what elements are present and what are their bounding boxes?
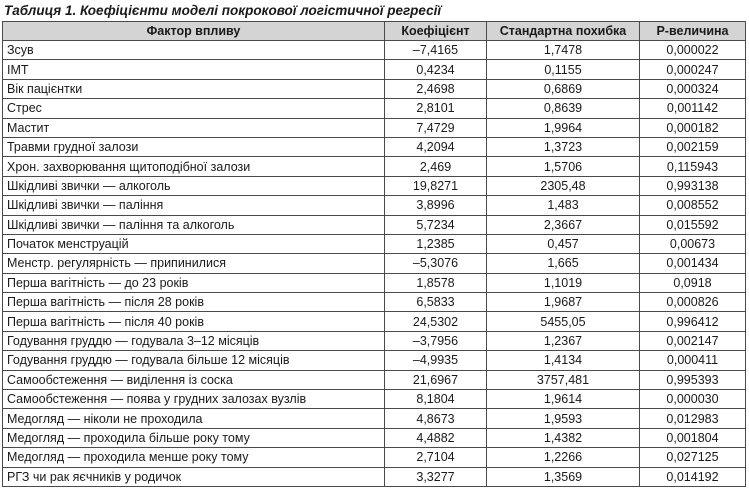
p-value-cell: 0,000022: [640, 41, 746, 60]
p-value-cell: 0,015592: [640, 215, 746, 234]
p-value-cell: 0,001434: [640, 254, 746, 273]
factor-cell: Самообстеження — поява у грудних залозах вузлів: [3, 390, 385, 409]
regression-table: [2, 21, 746, 487]
factor-cell: Вік пацієнтки: [3, 79, 385, 98]
table-row: [3, 273, 746, 292]
table-body: [3, 41, 746, 487]
coefficient-cell: 24,5302: [385, 312, 487, 331]
table-header-row: [3, 22, 746, 41]
p-value-cell: 0,001142: [640, 99, 746, 118]
std-error-cell: 1,9964: [487, 118, 640, 137]
coefficient-cell: 4,2094: [385, 137, 487, 156]
coefficient-cell: 3,8996: [385, 196, 487, 215]
factor-cell: Травми грудної залози: [3, 137, 385, 156]
table-row: [3, 41, 746, 60]
p-value-cell: 0,000826: [640, 293, 746, 312]
coefficient-cell: 19,8271: [385, 176, 487, 195]
coefficient-cell: 4,4882: [385, 428, 487, 447]
factor-cell: Мастит: [3, 118, 385, 137]
p-value-cell: 0,00673: [640, 234, 746, 253]
p-value-cell: 0,000411: [640, 351, 746, 370]
table-row: [3, 254, 746, 273]
table-row: [3, 351, 746, 370]
table-row: [3, 370, 746, 389]
coefficient-cell: 7,4729: [385, 118, 487, 137]
std-error-cell: 0,8639: [487, 99, 640, 118]
std-error-cell: 1,2367: [487, 331, 640, 350]
p-value-cell: 0,002147: [640, 331, 746, 350]
factor-cell: Перша вагітність — після 28 років: [3, 293, 385, 312]
table-row: [3, 312, 746, 331]
table-row: [3, 60, 746, 79]
std-error-cell: 1,5706: [487, 157, 640, 176]
factor-cell: Медогляд — проходила більше року тому: [3, 428, 385, 447]
p-value-cell: 0,001804: [640, 428, 746, 447]
table-row: [3, 157, 746, 176]
table-row: [3, 409, 746, 428]
factor-cell: Перша вагітність — після 40 років: [3, 312, 385, 331]
coefficient-cell: –4,9935: [385, 351, 487, 370]
table-row: [3, 428, 746, 447]
p-value-cell: 0,002159: [640, 137, 746, 156]
factor-cell: Зсув: [3, 41, 385, 60]
coefficient-cell: 3,3277: [385, 467, 487, 486]
std-error-cell: 2,3667: [487, 215, 640, 234]
std-error-cell: 0,457: [487, 234, 640, 253]
table-row: [3, 467, 746, 486]
header-standard-error: Стандартна похибка: [487, 22, 640, 41]
coefficient-cell: 1,8578: [385, 273, 487, 292]
p-value-cell: 0,012983: [640, 409, 746, 428]
factor-cell: Медогляд — ніколи не проходила: [3, 409, 385, 428]
factor-cell: Шкідливі звички — алкоголь: [3, 176, 385, 195]
coefficient-cell: 2,4698: [385, 79, 487, 98]
p-value-cell: 0,000182: [640, 118, 746, 137]
factor-cell: Менстр. регулярність — припинилися: [3, 254, 385, 273]
factor-cell: Годування груддю — годувала більше 12 місяців: [3, 351, 385, 370]
table-row: [3, 331, 746, 350]
std-error-cell: 1,9687: [487, 293, 640, 312]
coefficient-cell: 8,1804: [385, 390, 487, 409]
std-error-cell: 1,4382: [487, 428, 640, 447]
table-row: [3, 118, 746, 137]
std-error-cell: 2305,48: [487, 176, 640, 195]
p-value-cell: 0,027125: [640, 448, 746, 467]
p-value-cell: 0,000247: [640, 60, 746, 79]
factor-cell: Годування груддю — годувала 3–12 місяців: [3, 331, 385, 350]
coefficient-cell: 21,6967: [385, 370, 487, 389]
std-error-cell: 1,9593: [487, 409, 640, 428]
factor-cell: Хрон. захворювання щитоподібної залози: [3, 157, 385, 176]
std-error-cell: 1,3569: [487, 467, 640, 486]
factor-cell: РГЗ чи рак яєчників у родичок: [3, 467, 385, 486]
p-value-cell: 0,995393: [640, 370, 746, 389]
p-value-cell: 0,000324: [640, 79, 746, 98]
coefficient-cell: –5,3076: [385, 254, 487, 273]
p-value-cell: 0,008552: [640, 196, 746, 215]
factor-cell: Самообстеження — виділення із соска: [3, 370, 385, 389]
header-coefficient: Коефіцієнт: [385, 22, 487, 41]
std-error-cell: 5455,05: [487, 312, 640, 331]
p-value-cell: 0,000030: [640, 390, 746, 409]
header-factor: Фактор впливу: [3, 22, 385, 41]
coefficient-cell: 2,469: [385, 157, 487, 176]
coefficient-cell: 2,7104: [385, 448, 487, 467]
std-error-cell: 0,6869: [487, 79, 640, 98]
table-row: [3, 137, 746, 156]
coefficient-cell: 0,4234: [385, 60, 487, 79]
std-error-cell: 0,1155: [487, 60, 640, 79]
std-error-cell: 1,483: [487, 196, 640, 215]
std-error-cell: 1,1019: [487, 273, 640, 292]
coefficient-cell: –7,4165: [385, 41, 487, 60]
std-error-cell: 1,7478: [487, 41, 640, 60]
factor-cell: Медогляд — проходила менше року тому: [3, 448, 385, 467]
coefficient-cell: 1,2385: [385, 234, 487, 253]
factor-cell: ІМТ: [3, 60, 385, 79]
factor-cell: Шкідливі звички — паління: [3, 196, 385, 215]
factor-cell: Стрес: [3, 99, 385, 118]
coefficient-cell: –3,7956: [385, 331, 487, 350]
coefficient-cell: 5,7234: [385, 215, 487, 234]
table-caption: Таблиця 1. Коефіцієнти моделі покрокової логістичної регресії: [4, 3, 442, 18]
coefficient-cell: 2,8101: [385, 99, 487, 118]
table-row: [3, 99, 746, 118]
p-value-cell: 0,993138: [640, 176, 746, 195]
header-p-value: P-величина: [640, 22, 746, 41]
table-row: [3, 176, 746, 195]
std-error-cell: 1,4134: [487, 351, 640, 370]
factor-cell: Початок менструацій: [3, 234, 385, 253]
coefficient-cell: 6,5833: [385, 293, 487, 312]
table-row: [3, 196, 746, 215]
coefficient-cell: 4,8673: [385, 409, 487, 428]
table-row: [3, 215, 746, 234]
std-error-cell: 1,2266: [487, 448, 640, 467]
table-row: [3, 79, 746, 98]
p-value-cell: 0,996412: [640, 312, 746, 331]
std-error-cell: 1,665: [487, 254, 640, 273]
factor-cell: Шкідливі звички — паління та алкоголь: [3, 215, 385, 234]
std-error-cell: 1,3723: [487, 137, 640, 156]
p-value-cell: 0,115943: [640, 157, 746, 176]
table-row: [3, 448, 746, 467]
table-row: [3, 234, 746, 253]
p-value-cell: 0,014192: [640, 467, 746, 486]
factor-cell: Перша вагітність — до 23 років: [3, 273, 385, 292]
std-error-cell: 3757,481: [487, 370, 640, 389]
p-value-cell: 0,0918: [640, 273, 746, 292]
std-error-cell: 1,9614: [487, 390, 640, 409]
table-row: [3, 293, 746, 312]
table-row: [3, 390, 746, 409]
